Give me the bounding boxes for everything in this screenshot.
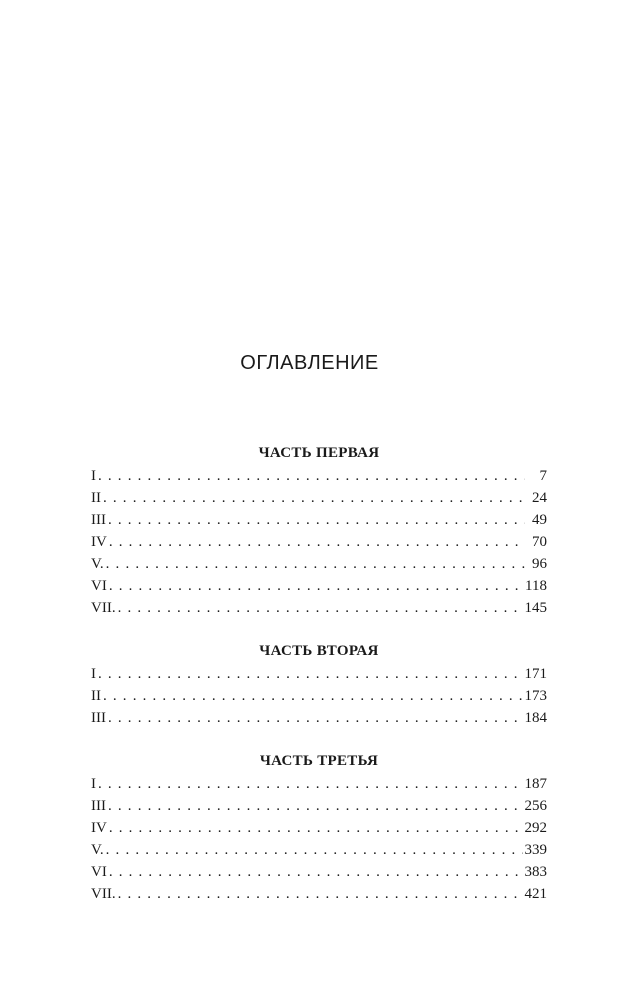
dot-leader [98,773,523,795]
chapter-number: III [91,798,106,814]
toc-entry[interactable] [91,597,547,619]
page-number: 7 [539,468,547,484]
part-title: ЧАСТЬ ТРЕТЬЯ [259,753,379,769]
chapter-number: II [91,490,101,506]
chapter-number: VII. [91,886,116,902]
dot-leader [109,861,523,883]
toc-entry[interactable] [91,707,547,729]
toc-entry[interactable] [91,685,547,707]
page-number: 171 [524,666,547,682]
page-number: 145 [524,600,547,616]
part-title: ЧАСТЬ ПЕРВАЯ [258,445,380,461]
page-number: 292 [524,820,547,836]
dot-leader [98,663,523,685]
part-title: ЧАСТЬ ВТОРАЯ [259,643,379,659]
chapter-number: III [91,512,106,528]
dot-leader [98,465,525,487]
page-number: 339 [524,842,547,858]
dot-leader [108,795,523,817]
page-number: 49 [532,512,547,528]
chapter-number: V. [91,556,104,572]
toc-entry[interactable] [91,465,547,487]
chapter-number: IV [91,820,107,836]
toc-part-2 [91,640,547,729]
dot-leader [103,685,523,707]
page-number: 173 [524,688,547,704]
dot-leader [118,597,523,619]
page-number: 118 [525,578,547,594]
toc-entry[interactable] [91,861,547,883]
chapter-number: VI [91,578,107,594]
chapter-number: II [91,688,101,704]
chapter-number: V. [91,842,104,858]
page-number: 256 [524,798,547,814]
page-number: 24 [532,490,547,506]
toc-entry[interactable] [91,663,547,685]
dot-leader [109,531,525,553]
toc-entry[interactable] [91,773,547,795]
toc-entry[interactable] [91,883,547,905]
page-number: 96 [532,556,547,572]
toc-entry[interactable] [91,487,547,509]
chapter-number: VI [91,864,107,880]
chapter-number: III [91,710,106,726]
chapter-number: VII. [91,600,116,616]
toc-entry[interactable] [91,531,547,553]
page-number: 421 [524,886,547,902]
dot-leader [118,883,523,905]
toc-entry[interactable] [91,795,547,817]
chapter-number: I [91,468,96,484]
toc-entry[interactable] [91,817,547,839]
toc-part-1 [91,442,547,619]
dot-leader [108,707,523,729]
chapter-number: I [91,776,96,792]
page-title: ОГЛАВЛЕНИЕ [240,352,379,374]
toc-entry[interactable] [91,839,547,861]
toc-part-3 [91,750,547,905]
dot-leader [108,509,525,531]
page-number: 184 [524,710,547,726]
toc-entry[interactable] [91,575,547,597]
dot-leader [109,575,523,597]
dot-leader [106,839,523,861]
dot-leader [106,553,525,575]
chapter-number: IV [91,534,107,550]
chapter-number: I [91,666,96,682]
dot-leader [103,487,525,509]
dot-leader [109,817,523,839]
toc-entry[interactable] [91,509,547,531]
page-number: 70 [532,534,547,550]
page-number: 383 [524,864,547,880]
toc-entry[interactable] [91,553,547,575]
page-number: 187 [524,776,547,792]
